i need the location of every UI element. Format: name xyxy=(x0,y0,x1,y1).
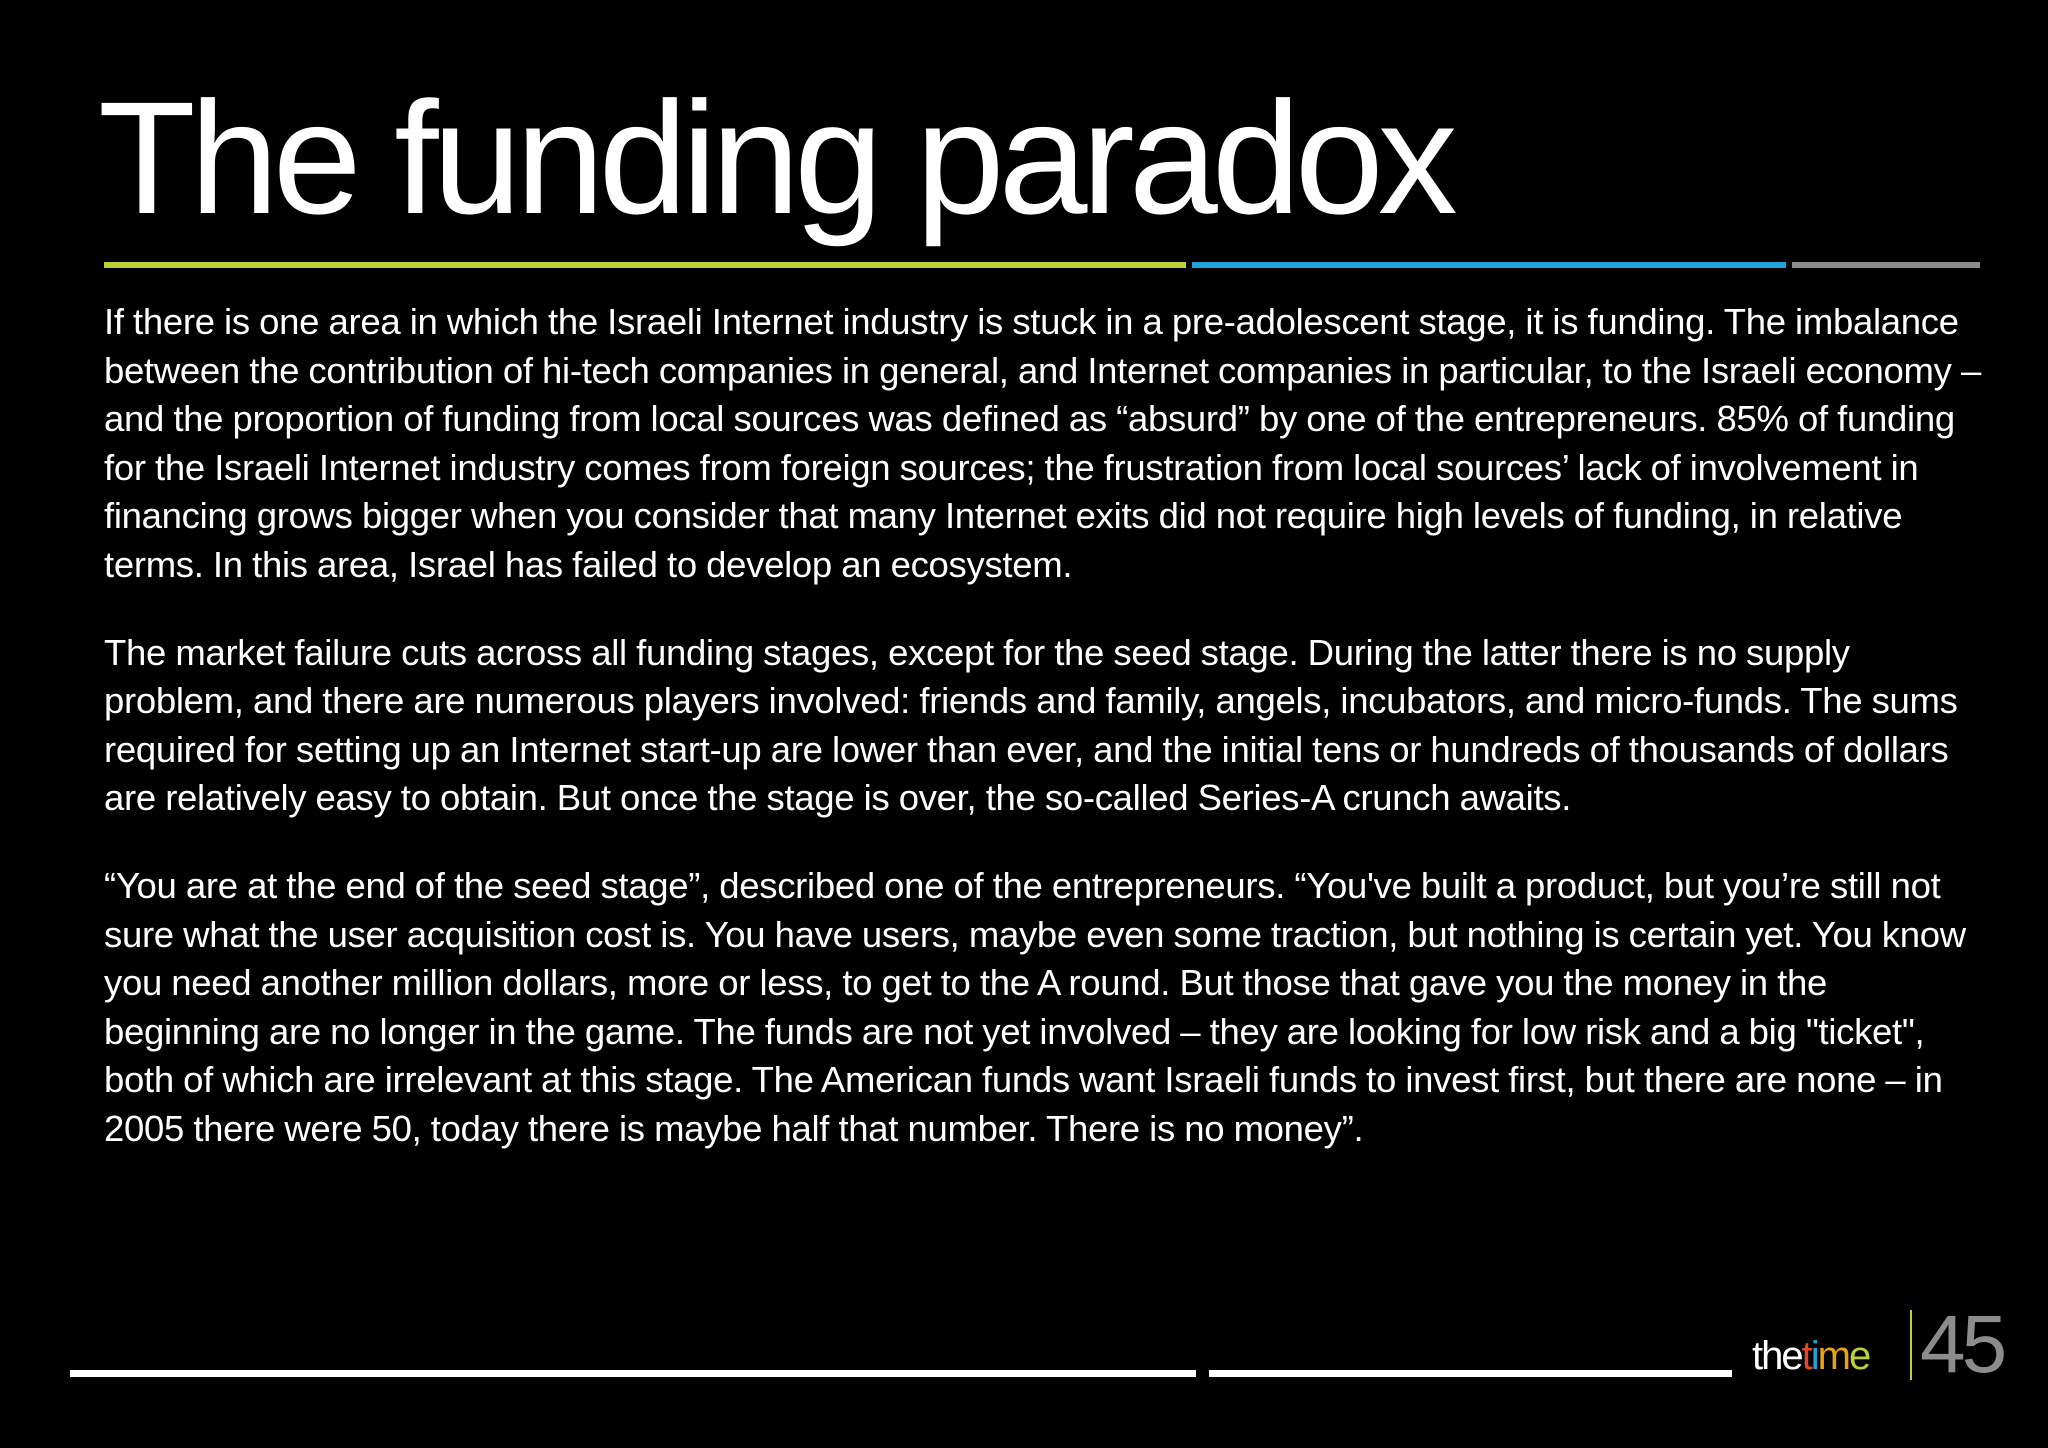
title-rule-blue xyxy=(1192,262,1786,268)
footer-rule-right xyxy=(1209,1370,1732,1377)
brand-logo-e: e xyxy=(1848,1334,1870,1378)
article-paragraph-3: “You are at the end of the seed stage”, described one of the entrepreneurs. “You've built a product, but you’re still not sure what the user acquisition cost is. You have users, maybe even some traction, but nothing is certain yet. You know you need another million dollars, more or less, to get to the A round. But those that gave you the money in the beginning are no longer in the game. The funds are not yet involved – they are looking for low risk and a big "ticket", both of which are irrelevant at this stage. The American funds want Israeli funds to invest first, but there are none – in 2005 there were 50, today there is maybe half that number. There is no money”. xyxy=(104,864,1966,1149)
brand-logo-m: m xyxy=(1817,1334,1849,1378)
title-rule-green xyxy=(104,262,1186,268)
page-title: The funding paradox xyxy=(98,68,1452,247)
article-paragraph-2: The market failure cuts across all funding stages, except for the seed stage. During the latter there is no supply problem, and there are numerous players involved: friends and family, angels, incubators, and micro-funds. The sums required for setting up an Internet start-up are lower than ever, and the initial tens or hundreds of thousands of dollars are relatively easy to obtain. But once the stage is over, the so-called Series-A crunch awaits. xyxy=(104,631,1958,819)
brand-logo-t: t xyxy=(1801,1334,1811,1378)
brand-logo-the: the xyxy=(1752,1334,1802,1378)
title-rule-grey xyxy=(1792,262,1980,268)
brand-logo-i: i xyxy=(1810,1334,1818,1378)
footer-rule-left xyxy=(70,1370,1196,1377)
article-body xyxy=(104,298,1984,1193)
footer-divider xyxy=(1910,1310,1912,1380)
article-paragraph-1: If there is one area in which the Israeli Internet industry is stuck in a pre-adolescent stage, it is funding. The imbalance between the contribution of hi-tech companies in general, and Internet companies in particular, to the Israeli economy – and the proportion of funding from local sources was defined as “absurd” by one of the entrepreneurs. 85% of funding for the Israeli Internet industry comes from foreign sources; the frustration from local sources’ lack of involvement in financing grows bigger when you consider that many Internet exits did not require high levels of funding, in relative terms. In this area, Israel has failed to develop an ecosystem. xyxy=(104,301,1981,585)
page-number: 45 xyxy=(1920,1299,2004,1390)
brand-logo xyxy=(1752,1331,1869,1381)
